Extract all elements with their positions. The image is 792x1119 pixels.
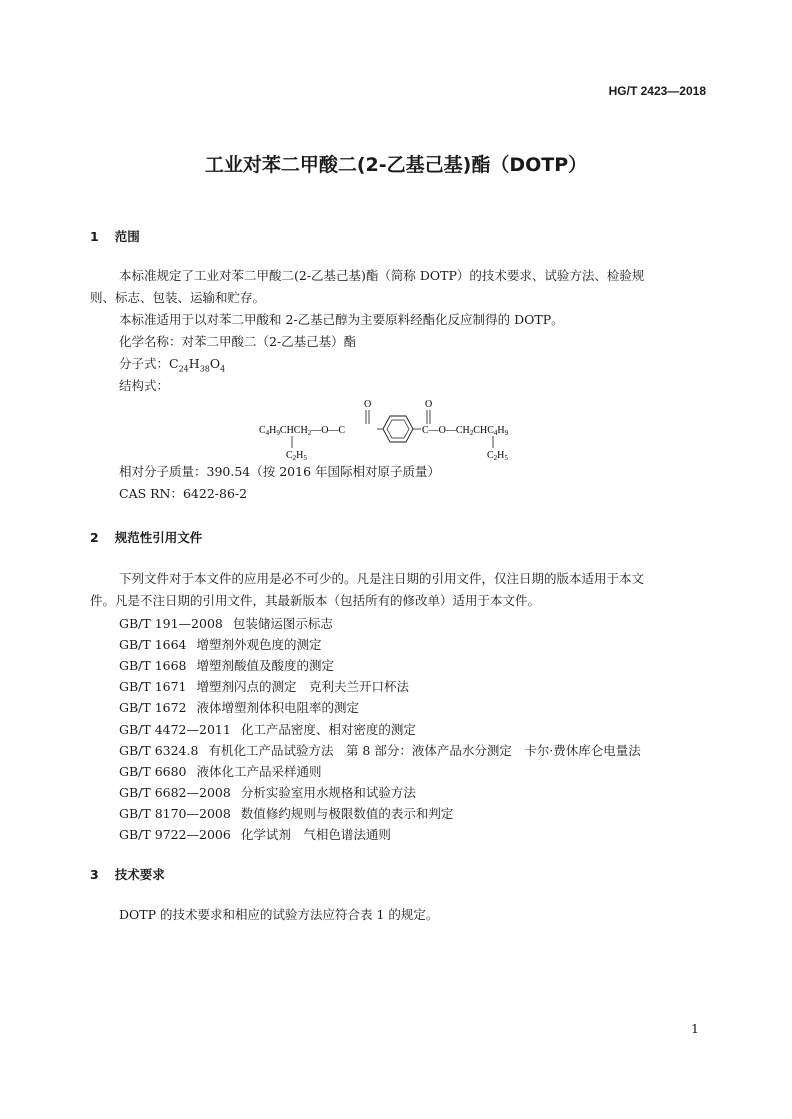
formula-c-sub: 24 [178, 364, 189, 374]
reference-title: 增塑剂外观色度的测定 [196, 637, 322, 653]
right-branch-ethyl: $C_2H_5$ [487, 450, 508, 462]
section-1-title: 范围 [114, 229, 140, 244]
reference-title: 化工产品密度、相对密度的测定 [240, 721, 416, 737]
reference-code: GB/T 4472—2011 [119, 721, 231, 737]
reference-title: 数值修约规则与极限数值的表示和判定 [240, 805, 454, 821]
reference-title: 液体化工产品采样通则 [196, 763, 322, 779]
formula-o-sub: 4 [220, 364, 226, 374]
document-title: 工业对苯二甲酸二(2-乙基己基)酯（DOTP） [204, 154, 588, 176]
standard-code: HG/T 2423—2018 [608, 84, 706, 98]
reference-code: GB/T 8170—2008 [119, 805, 231, 821]
formula-o: O [209, 356, 221, 371]
reference-item [119, 635, 322, 653]
formula-h: H [188, 356, 200, 371]
chemical-name: 化学名称：对苯二甲酸二（2-乙基己基）酯 [119, 334, 357, 349]
left-chain-text: $C_4H_9CHCH_2—O—C$ [259, 425, 346, 437]
reference-item [119, 804, 453, 822]
reference-code: GB/T 1671 [119, 679, 187, 695]
reference-code: GB/T 9722—2006 [119, 827, 231, 842]
section-2-title: 规范性引用文件 [114, 530, 203, 545]
reference-title: 增塑剂酸值及酸度的测定 [196, 658, 335, 674]
reference-item [119, 825, 391, 843]
reference-title: 分析实验室用水规格和试验方法 [240, 784, 416, 800]
reference-item [119, 741, 641, 759]
reference-title: 包装储运图示标志 [232, 616, 333, 631]
page-number: 1 [691, 1021, 699, 1036]
section-1-number: 1 [90, 229, 99, 244]
structure-label: 结构式： [119, 378, 170, 393]
reference-item [119, 614, 333, 632]
formula-h-sub: 38 [199, 364, 210, 374]
scope-para-1-line-1: 本标准规定了工业对苯二甲酸二(2-乙基己基)酯（简称 DOTP）的技术要求、试验方法、检验规 [119, 268, 645, 283]
structural-formula-diagram [255, 396, 555, 464]
scope-para-2: 本标准适用于以对苯二甲酸和 2-乙基己醇为主要原料经酯化反应制得的 DOTP。 [119, 312, 564, 327]
reference-item [119, 762, 322, 780]
right-chain-text: $C—O—CH_2CHC_4H_9$ [422, 425, 509, 437]
section-2-heading [90, 528, 202, 546]
section-3-title: 技术要求 [114, 867, 165, 882]
reference-code: GB/T 1664 [119, 637, 187, 653]
section-3-heading [90, 865, 165, 883]
tech-requirements-para: DOTP 的技术要求和相应的试验方法应符合表 1 的规定。 [119, 907, 439, 922]
carbonyl-o-right: O [425, 399, 433, 410]
reference-item [119, 720, 416, 738]
refs-intro-line-2: 件。凡是不注日期的引用文件，其最新版本（包括所有的修改单）适用于本文件。 [90, 593, 541, 608]
section-2-number: 2 [90, 530, 99, 545]
reference-title: 增塑剂闪点的测定 克利夫兰开口杯法 [196, 679, 410, 695]
formula-c: C [169, 356, 179, 371]
cas-number: CAS RN：6422-86-2 [119, 486, 248, 501]
reference-code: GB/T 6324.8 [119, 742, 199, 758]
reference-title: 化学试剂 气相色谱法通则 [240, 827, 391, 842]
left-branch-ethyl: $C_2H_5$ [286, 450, 307, 462]
section-1-heading [90, 227, 140, 245]
reference-code: GB/T 1672 [119, 700, 187, 716]
reference-code: GB/T 191—2008 [119, 616, 223, 631]
reference-title: 液体增塑剂体积电阻率的测定 [196, 700, 360, 716]
molecular-weight: 相对分子质量：390.54（按 2016 年国际相对原子质量） [119, 464, 440, 479]
reference-item [119, 783, 416, 801]
refs-intro-line-1: 下列文件对于本文件的应用是必不可少的。凡是注日期的引用文件，仅注日期的版本适用于本文 [119, 571, 645, 586]
scope-para-1-line-2: 则、标志、包装、运输和贮存。 [90, 290, 266, 305]
reference-item [119, 677, 409, 695]
reference-item [119, 698, 359, 716]
carbonyl-o-left: O [364, 399, 372, 410]
reference-code: GB/T 6682—2008 [119, 784, 231, 800]
reference-title: 有机化工产品试验方法 第 8 部分：液体产品水分测定 卡尔·费休库仑电量法 [208, 742, 641, 758]
formula-label: 分子式： [119, 356, 170, 371]
reference-item [119, 656, 334, 674]
section-3-number: 3 [90, 867, 99, 882]
reference-code: GB/T 1668 [119, 658, 187, 674]
reference-code: GB/T 6680 [119, 763, 187, 779]
